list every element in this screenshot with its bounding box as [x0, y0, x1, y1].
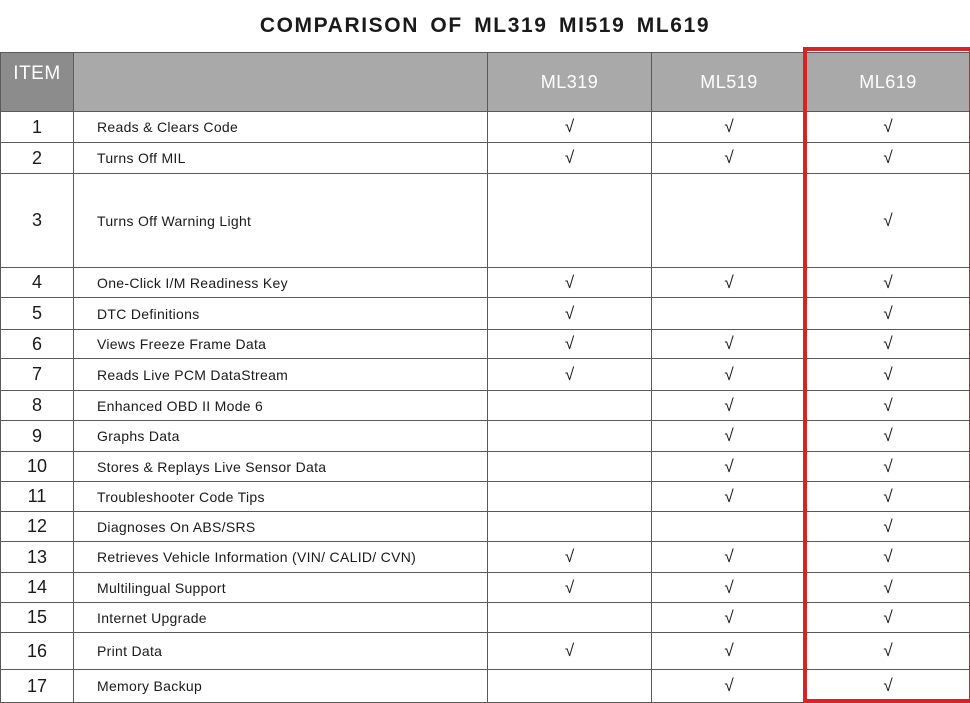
checkmark-icon: √	[883, 272, 893, 292]
ml519-cell	[652, 359, 807, 391]
item-number: 17	[1, 670, 74, 703]
table-row	[1, 268, 970, 298]
ml319-cell	[488, 268, 652, 298]
page-title: COMPARISON OF ML319 MI519 ML619	[259, 14, 711, 37]
ml319-cell	[488, 512, 652, 542]
checkmark-icon: √	[564, 547, 575, 566]
ml619-cell	[807, 452, 970, 482]
checkmark-icon: √	[883, 486, 893, 506]
checkmark-icon: √	[883, 516, 893, 536]
ml619-cell	[807, 421, 970, 452]
feature-name: Troubleshooter Code Tips	[74, 482, 488, 512]
ml319-cell	[488, 359, 652, 391]
feature-name: Diagnoses On ABS/SRS	[74, 512, 488, 542]
header-ml319: ML319	[488, 53, 652, 112]
item-number: 11	[1, 482, 74, 512]
header-item: ITEM	[1, 53, 74, 112]
feature-name: Enhanced OBD II Mode 6	[74, 391, 488, 421]
checkmark-icon: √	[883, 364, 893, 384]
table-row	[1, 391, 970, 421]
table-row	[1, 359, 970, 391]
ml619-cell	[807, 670, 970, 703]
ml519-cell	[652, 542, 807, 573]
item-number: 1	[1, 112, 74, 143]
feature-name: DTC Definitions	[74, 298, 488, 330]
ml619-cell	[807, 512, 970, 542]
checkmark-icon: √	[724, 676, 734, 695]
table-row	[1, 482, 970, 512]
checkmark-icon: √	[883, 117, 893, 136]
table-row	[1, 573, 970, 603]
ml319-cell	[488, 542, 652, 573]
checkmark-icon: √	[883, 607, 893, 627]
ml519-cell	[652, 330, 807, 359]
ml319-cell	[488, 298, 652, 330]
checkmark-icon: √	[724, 486, 734, 506]
ml619-cell	[807, 573, 970, 603]
item-number: 13	[1, 542, 74, 573]
ml319-cell	[488, 482, 652, 512]
ml319-cell	[488, 174, 652, 268]
ml319-cell	[488, 391, 652, 421]
item-number: 3	[1, 174, 74, 268]
item-number: 12	[1, 512, 74, 542]
ml619-cell	[807, 633, 970, 670]
ml619-cell	[807, 391, 970, 421]
table-row	[1, 670, 970, 703]
ml319-cell	[488, 112, 652, 143]
ml619-cell	[807, 330, 970, 359]
header-ml519: ML519	[652, 53, 807, 112]
feature-name: One-Click I/M Readiness Key	[74, 268, 488, 298]
checkmark-icon: √	[564, 117, 575, 136]
ml319-cell	[488, 330, 652, 359]
header-row	[1, 53, 970, 112]
checkmark-icon: √	[724, 607, 734, 627]
ml519-cell	[652, 633, 807, 670]
checkmark-icon: √	[724, 395, 734, 415]
ml319-cell	[488, 603, 652, 633]
item-number: 14	[1, 573, 74, 603]
table-row	[1, 298, 970, 330]
checkmark-icon: √	[883, 676, 893, 695]
ml519-cell	[652, 452, 807, 482]
ml319-cell	[488, 421, 652, 452]
ml519-cell	[652, 112, 807, 143]
item-number: 5	[1, 298, 74, 330]
table-body	[1, 112, 970, 703]
table-row	[1, 542, 970, 573]
ml519-cell	[652, 143, 807, 174]
ml619-cell	[807, 603, 970, 633]
checkmark-icon: √	[724, 334, 734, 353]
checkmark-icon: √	[724, 577, 734, 597]
ml619-cell	[807, 143, 970, 174]
checkmark-icon: √	[724, 547, 734, 566]
checkmark-icon: √	[564, 364, 575, 384]
ml319-cell	[488, 143, 652, 174]
checkmark-icon: √	[883, 210, 893, 230]
checkmark-icon: √	[724, 426, 734, 445]
table-row	[1, 421, 970, 452]
header-ml619: ML619	[807, 53, 970, 112]
ml319-cell	[488, 573, 652, 603]
checkmark-icon: √	[883, 395, 893, 415]
checkmark-icon: √	[724, 364, 734, 384]
checkmark-icon: √	[724, 641, 734, 660]
feature-name: Internet Upgrade	[74, 603, 488, 633]
checkmark-icon: √	[724, 272, 734, 292]
ml619-cell	[807, 482, 970, 512]
ml519-cell	[652, 512, 807, 542]
checkmark-icon: √	[724, 148, 734, 167]
feature-name: Views Freeze Frame Data	[74, 330, 488, 359]
ml519-cell	[652, 391, 807, 421]
ml619-cell	[807, 359, 970, 391]
item-number: 6	[1, 330, 74, 359]
table-row	[1, 452, 970, 482]
checkmark-icon: √	[883, 456, 893, 476]
checkmark-icon: √	[724, 117, 734, 136]
ml519-cell	[652, 573, 807, 603]
checkmark-icon: √	[564, 577, 575, 597]
checkmark-icon: √	[564, 334, 575, 353]
ml619-cell	[807, 542, 970, 573]
item-number: 2	[1, 143, 74, 174]
checkmark-icon: √	[883, 426, 893, 445]
ml519-cell	[652, 421, 807, 452]
checkmark-icon: √	[883, 334, 893, 353]
item-number: 4	[1, 268, 74, 298]
table-row	[1, 633, 970, 670]
feature-name: Multilingual Support	[74, 573, 488, 603]
table-row	[1, 143, 970, 174]
item-number: 15	[1, 603, 74, 633]
checkmark-icon: √	[564, 148, 575, 167]
item-number: 8	[1, 391, 74, 421]
checkmark-icon: √	[724, 456, 734, 476]
ml619-cell	[807, 174, 970, 268]
ml519-cell	[652, 268, 807, 298]
table-row	[1, 603, 970, 633]
table-row	[1, 330, 970, 359]
ml519-cell	[652, 298, 807, 330]
feature-name: Print Data	[74, 633, 488, 670]
ml319-cell	[488, 670, 652, 703]
feature-name: Graphs Data	[74, 421, 488, 452]
feature-name: Memory Backup	[74, 670, 488, 703]
ml519-cell	[652, 603, 807, 633]
feature-name: Turns Off MIL	[74, 143, 488, 174]
checkmark-icon: √	[564, 303, 575, 323]
ml619-cell	[807, 298, 970, 330]
table-row	[1, 512, 970, 542]
checkmark-icon: √	[564, 641, 575, 660]
ml319-cell	[488, 452, 652, 482]
ml319-cell	[488, 633, 652, 670]
comparison-table	[0, 52, 970, 703]
checkmark-icon: √	[883, 577, 893, 597]
checkmark-icon: √	[883, 641, 893, 660]
feature-name: Reads & Clears Code	[74, 112, 488, 143]
item-number: 7	[1, 359, 74, 391]
item-number: 16	[1, 633, 74, 670]
ml519-cell	[652, 482, 807, 512]
feature-name: Turns Off Warning Light	[74, 174, 488, 268]
header-feature	[74, 53, 488, 112]
ml519-cell	[652, 670, 807, 703]
feature-name: Stores & Replays Live Sensor Data	[74, 452, 488, 482]
item-number: 10	[1, 452, 74, 482]
checkmark-icon: √	[564, 272, 575, 292]
item-number: 9	[1, 421, 74, 452]
feature-name: Reads Live PCM DataStream	[74, 359, 488, 391]
ml619-cell	[807, 268, 970, 298]
table-row	[1, 112, 970, 143]
checkmark-icon: √	[883, 303, 893, 323]
checkmark-icon: √	[883, 148, 893, 167]
feature-name: Retrieves Vehicle Information (VIN/ CALID/ CVN)	[74, 542, 488, 573]
ml619-cell	[807, 112, 970, 143]
table-row	[1, 174, 970, 268]
ml519-cell	[652, 174, 807, 268]
checkmark-icon: √	[883, 547, 893, 566]
